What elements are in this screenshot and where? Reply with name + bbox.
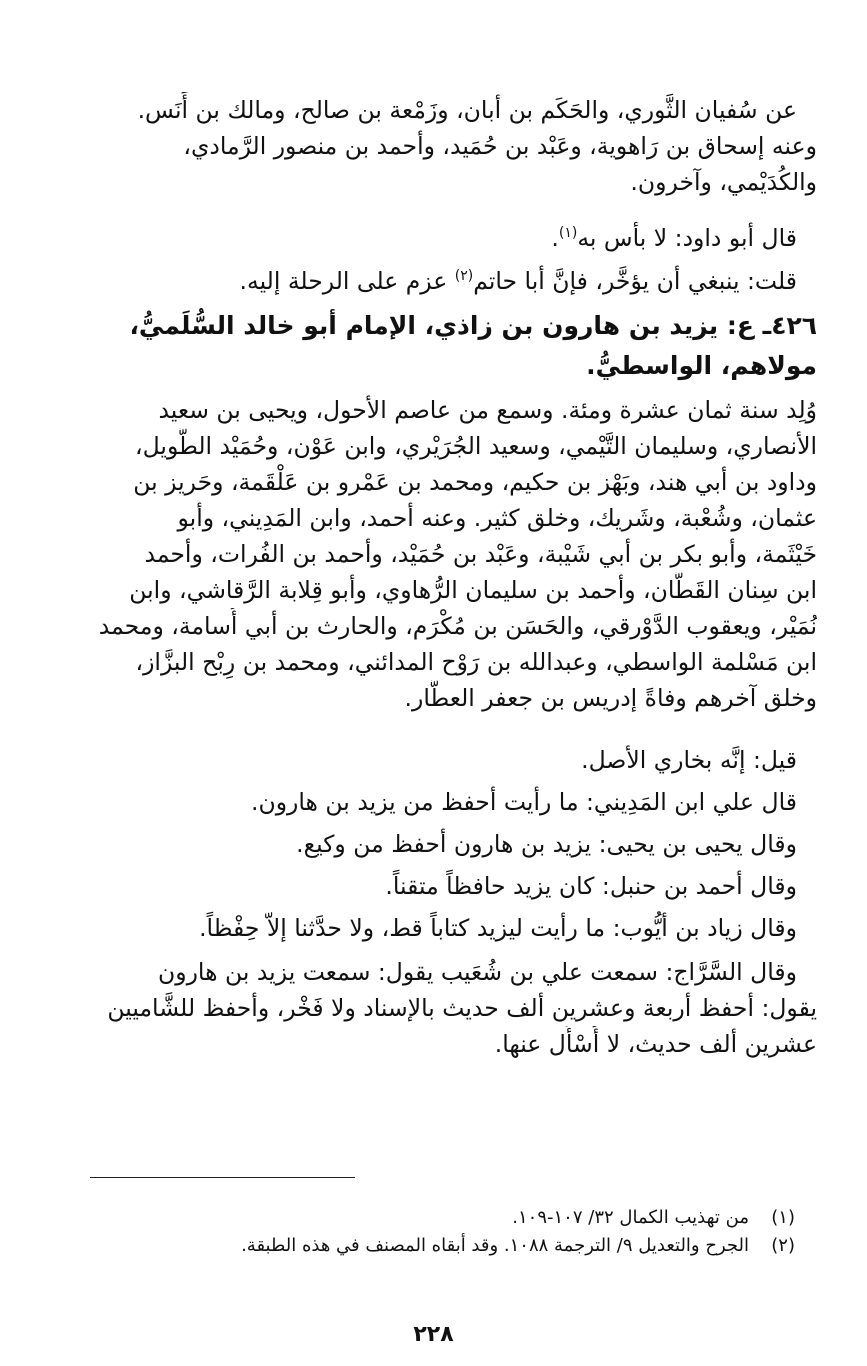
qultu-line <box>60 263 817 299</box>
quote-line: وقال أحمد بن حنبل: كان يزيد حافظاً متقناً. <box>385 872 797 900</box>
intro-paragraph <box>60 92 817 200</box>
footnote-divider <box>90 1177 355 1178</box>
footnote-2 <box>80 1233 795 1259</box>
quote-line: وقال يحيى بن يحيى: يزيد بن هارون أحفظ من وكيع. <box>296 830 797 858</box>
text-line: خَيْثَمة، وأبو بكر بن أبي شَيْبة، وعَبْد بن حُمَيْد، وأحمد بن الفُرات، وأحمد <box>144 540 817 568</box>
text-line: عشرين ألف حديث، لا أُسْأَل عنها. <box>494 1030 817 1058</box>
footnote-number: (٢) <box>771 1235 795 1256</box>
text-line: ابن مَسْلمة الواسطي، وعبدالله بن رَوْح المدائني، ومحمد بن رِبْح البزَّاز، <box>135 648 817 676</box>
quote-line: وقال زياد بن أيُّوب: ما رأيت ليزيد كتاباً قط، ولا حدَّثنا إلاّ حِفْظاً. <box>199 914 797 942</box>
text-line: وقال السَّرَّاج: سمعت علي بن شُعَيب يقول: سمعت يزيد بن هارون <box>157 958 797 986</box>
quote-line: قال علي ابن المَدِيني: ما رأيت أحفظ من يزيد بن هارون. <box>250 788 797 816</box>
quotes-list <box>60 742 817 952</box>
footnote-ref-1: (١) <box>558 225 578 242</box>
text-line: نُمَيْر، ويعقوب الدَّوْرقي، والحَسَن بن مُكْرَم، والحارث بن أبي أُسامة، ومحمد <box>98 612 817 640</box>
footnote-text: الجرح والتعديل ٩/ الترجمة ١٠٨٨. وقد أبقاه المصنف في هذه الطبقة. <box>241 1235 749 1256</box>
text-segment: قلت: ينبغي أن يؤخَّر، فإنَّ أبا حاتم <box>473 267 797 295</box>
text-line: وُلِد سنة ثمان عشرة ومئة. وسمع من عاصم الأحول، ويحيى بن سعيد <box>158 396 817 424</box>
text-segment: عزم على الرحلة إليه. <box>239 267 448 295</box>
text-line: والكُدَيْمي، وآخرون. <box>630 168 817 196</box>
footnote-ref-2: (٢) <box>454 268 474 285</box>
text-line: عن سُفيان الثَّوري، والحَكَم بن أبان، وزَمْعة بن صالح، ومالك بن أَنَس. <box>137 96 797 124</box>
text-line: ابن سِنان القَطَّان، وأحمد بن سليمان الرُّهاوي، وأبو قِلابة الرَّقاشي، وابن <box>129 576 817 604</box>
text-line: عثمان، وشُعْبة، وشَريك، وخلق كثير. وعنه أحمد، وابن المَدِيني، وأبو <box>177 504 817 532</box>
footnote-1 <box>80 1205 795 1231</box>
footnote-text: من تهذيب الكمال ٣٢/ ١٠٧-١٠٩. <box>512 1207 749 1228</box>
abu-dawud-line <box>60 220 817 256</box>
quote-line: قيل: إنَّه بخاري الأصل. <box>581 746 797 774</box>
heading-line: مولاهم، الواسطيُّ. <box>586 351 817 380</box>
text-line: الأنصاري، وسليمان التَّيْمي، وسعيد الجُرَيْري، وابن عَوْن، وحُمَيْد الطَّويل، <box>135 432 817 460</box>
biography-paragraph <box>60 392 817 716</box>
text-line: وعنه إسحاق بن رَاهوية، وعَبْد بن حُمَيد، وأحمد بن منصور الرَّمادي، <box>183 132 817 160</box>
text-line: وخلق آخرهم وفاةً إدريس بن جعفر العطَّار. <box>404 684 817 712</box>
text-segment: قال أبو داود: لا بأس به <box>577 224 797 252</box>
entry-heading <box>60 306 817 386</box>
text-line: يقول: أحفظ أربعة وعشرين ألف حديث بالإسناد ولا فَخْر، وأحفظ للشَّاميين <box>107 994 817 1022</box>
text-line: وداود بن أبي هند، وبَهْز بن حكيم، ومحمد بن عَمْرو بن عَلْقَمة، وحَريز بن <box>133 468 817 496</box>
text-segment: . <box>551 224 559 252</box>
sarraj-paragraph <box>60 954 817 1062</box>
page-number: ٢٢٨ <box>413 1322 454 1347</box>
footnote-number: (١) <box>771 1207 795 1228</box>
heading-line: ٤٢٦ـ ع: يزيد بن هارون بن زاذي، الإمام أبو خالد السُّلَميُّ، <box>129 311 817 340</box>
